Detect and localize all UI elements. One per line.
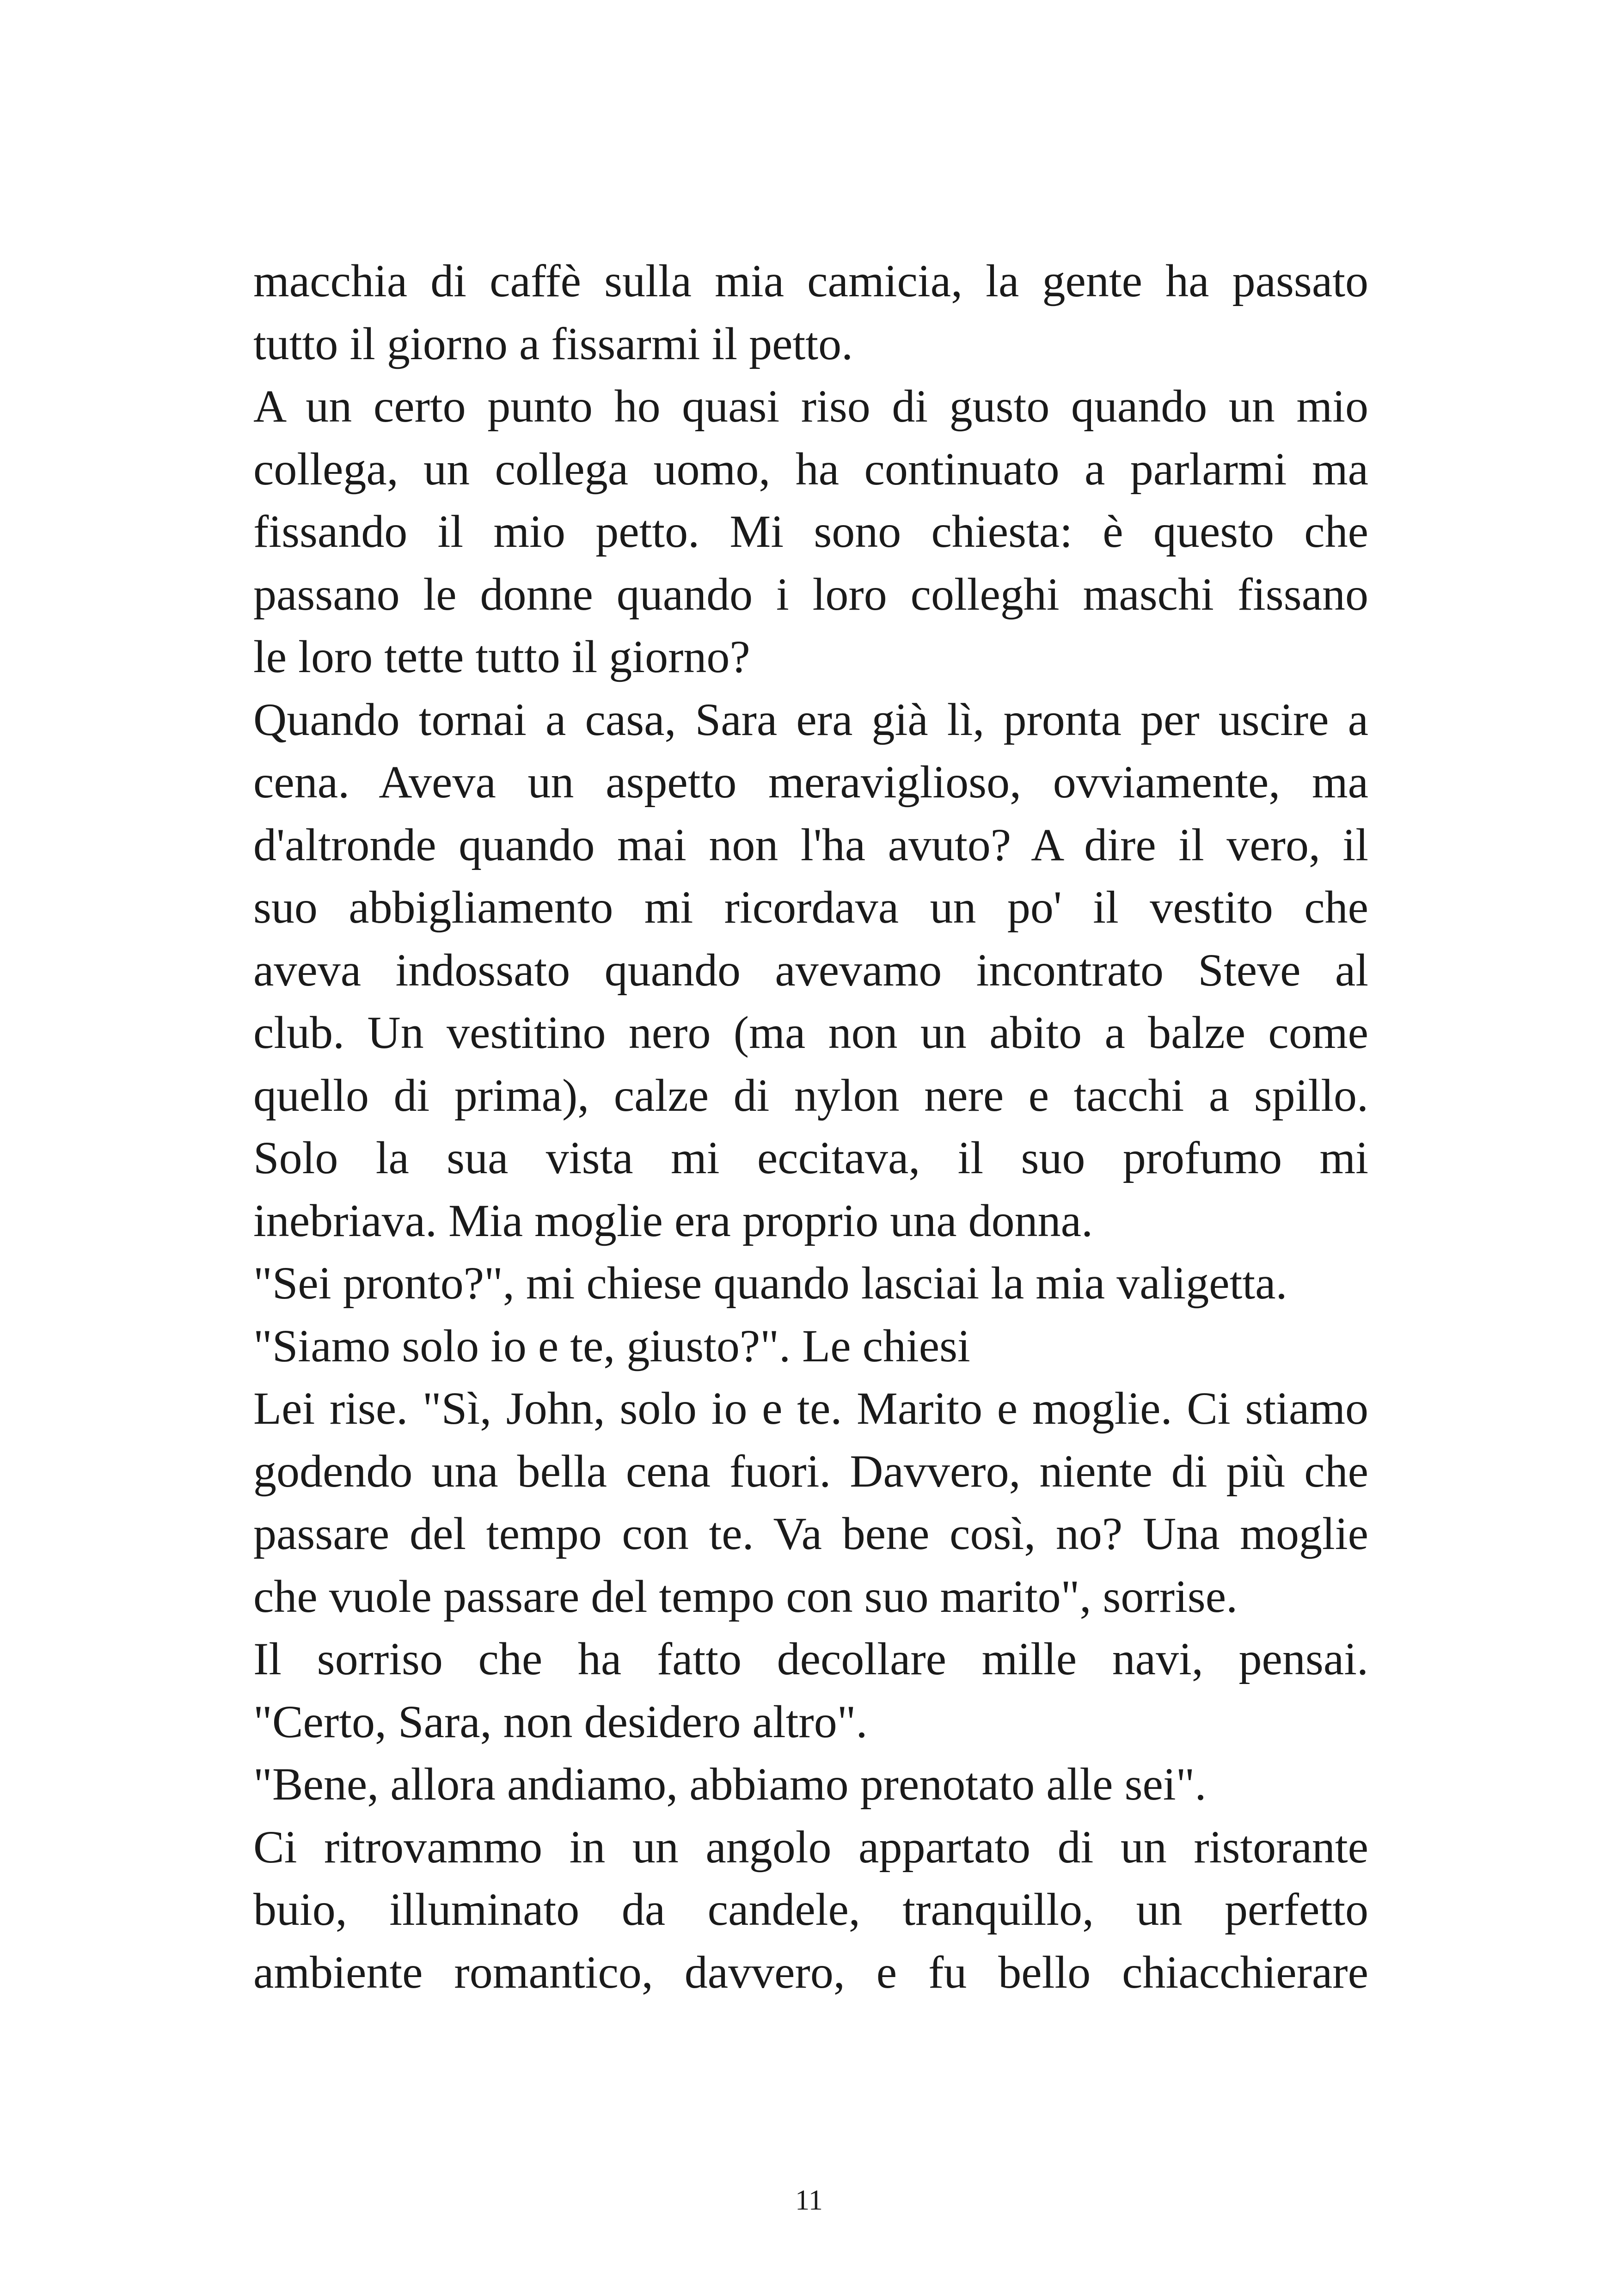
text-line: "Certo, Sara, non desidero altro". xyxy=(253,1696,868,1747)
text-line: "Sei pronto?", mi chiese quando lasciai la mia valigetta. xyxy=(253,1257,1287,1309)
body-text xyxy=(253,250,1368,2003)
text-line: A un certo punto ho quasi riso di gusto quando un mio xyxy=(253,380,1368,432)
text-line: le loro tette tutto il giorno? xyxy=(253,631,750,682)
text-line: godendo una bella cena fuori. Davvero, niente di più che xyxy=(253,1445,1368,1497)
text-line: inebriava. Mia moglie era proprio una donna. xyxy=(253,1194,1093,1246)
text-line: "Bene, allora andiamo, abbiamo prenotato alle sei". xyxy=(253,1758,1207,1810)
page-number: 11 xyxy=(795,2185,823,2216)
text-line: "Siamo solo io e te, giusto?". Le chiesi xyxy=(253,1320,970,1371)
text-line: passare del tempo con te. Va bene così, no? Una moglie xyxy=(253,1508,1368,1559)
text-line: buio, illuminato da candele, tranquillo, un perfetto xyxy=(253,1884,1368,1935)
text-line: tutto il giorno a fissarmi il petto. xyxy=(253,318,853,369)
text-line: aveva indossato quando avevamo incontrato Steve al xyxy=(253,944,1368,996)
text-line: Il sorriso che ha fatto decollare mille navi, pensai. xyxy=(253,1633,1368,1684)
text-line: collega, un collega uomo, ha continuato a parlarmi ma xyxy=(253,443,1368,495)
text-line: cena. Aveva un aspetto meraviglioso, ovviamente, ma xyxy=(253,756,1368,808)
text-line: passano le donne quando i loro colleghi maschi fissano xyxy=(253,568,1368,620)
text-line: quello di prima), calze di nylon nere e tacchi a spillo. xyxy=(253,1069,1368,1121)
text-line: ambiente romantico, davvero, e fu bello chiacchierare xyxy=(253,1946,1368,1998)
text-line: fissando il mio petto. Mi sono chiesta: è questo che xyxy=(253,506,1368,557)
text-line: Quando tornai a casa, Sara era già lì, pronta per uscire a xyxy=(253,693,1368,745)
text-line: suo abbigliamento mi ricordava un po' il vestito che xyxy=(253,882,1368,933)
text-line: Lei rise. "Sì, John, solo io e te. Marito e moglie. Ci stiamo xyxy=(253,1383,1368,1434)
text-line: club. Un vestitino nero (ma non un abito a balze come xyxy=(253,1007,1368,1058)
text-line: che vuole passare del tempo con suo marito", sorrise. xyxy=(253,1570,1238,1622)
text-line: macchia di caffè sulla mia camicia, la gente ha passato xyxy=(253,255,1368,306)
text-line: Ci ritrovammo in un angolo appartato di un ristorante xyxy=(253,1821,1368,1873)
text-line: d'altronde quando mai non l'ha avuto? A dire il vero, il xyxy=(253,819,1368,870)
text-line: Solo la sua vista mi eccitava, il suo profumo mi xyxy=(253,1132,1368,1183)
